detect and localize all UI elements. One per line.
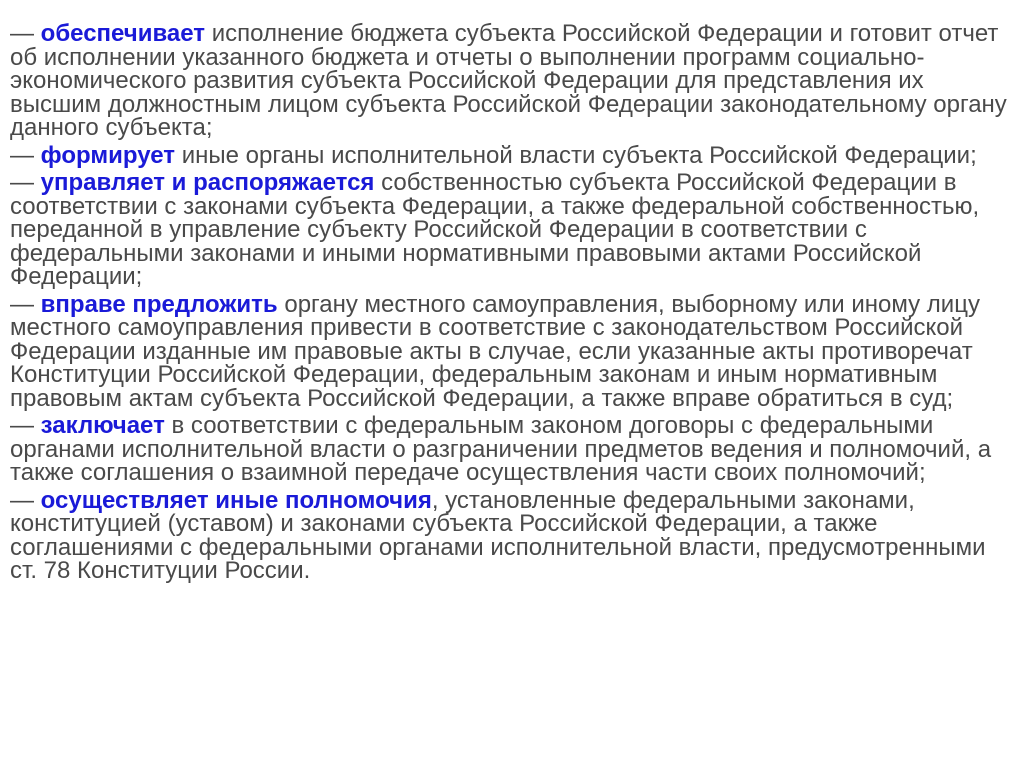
item-text: исполнение бюджета субъекта Российской Федерации и готовит отчет об исполнении указанного бюджета и отчеты о выполнении программ социально-экономического развития субъекта Российской Федерации для представления их высшим должностным лицом субъекта Российской Федерации законодательному органу данного субъекта; (10, 20, 1007, 141)
item-formiruet (10, 141, 1008, 169)
item-zaklyuchaet (10, 414, 1008, 485)
item-obespechivaet (10, 22, 1008, 140)
keyword-osushchestvlyaet: осуществляет иные полномочия (40, 486, 432, 514)
item-osushchestvlyaet (10, 486, 1008, 584)
item-upravlyaet (10, 171, 1008, 289)
item-text: иные органы исполнительной власти субъекта Российской Федерации; (175, 141, 977, 169)
item-text: в соответствии с федеральным законом договоры с федеральными органами исполнительной власти о разграничении предметов ведения и полномочий, а также соглашения о взаимной передаче осуществления части своих полномочий; (10, 412, 992, 486)
item-text: , установленные федеральными законами, конституцией (уставом) и законами субъекта Российской Федерации, а также соглашениями с федеральными органами исполнительной власти, предусмотренными ст. 78 Конституции России. (10, 486, 986, 584)
dash: — (10, 141, 34, 169)
keyword-zaklyuchaet: заключает (40, 412, 165, 439)
item-text: собственностью субъекта Российской Федерации в соответствии с законами субъекта Федерации, а также федеральной собственностью, переданной в управление субъекту Российской Федерации в соответствии с федеральными законами и иными нормативными правовыми актами Российской Федерации; (10, 169, 980, 290)
dash: — (10, 486, 34, 514)
item-vprave-predlozhit (10, 290, 1008, 412)
item-text: органу местного самоуправления, выборному или иному лицу местного самоуправления привести в соответствие с законодательством Российской Федерации изданные им правовые акты в случае, если указанные акты противоречат Конституции Российской Федерации, федеральным законам и иным нормативным правовым актам субъекта Российской Федерации, а также вправе обратиться в суд; (10, 290, 980, 412)
keyword-upravlyaet: управляет и распоряжается (40, 169, 375, 196)
dash: — (10, 412, 34, 439)
dash: — (10, 169, 34, 196)
dash: — (10, 290, 34, 318)
keyword-formiruet: формирует (40, 141, 176, 169)
dash: — (10, 20, 34, 47)
keyword-obespechivaet: обеспечивает (40, 20, 206, 47)
keyword-vprave-predlozhit: вправе предложить (40, 290, 278, 318)
